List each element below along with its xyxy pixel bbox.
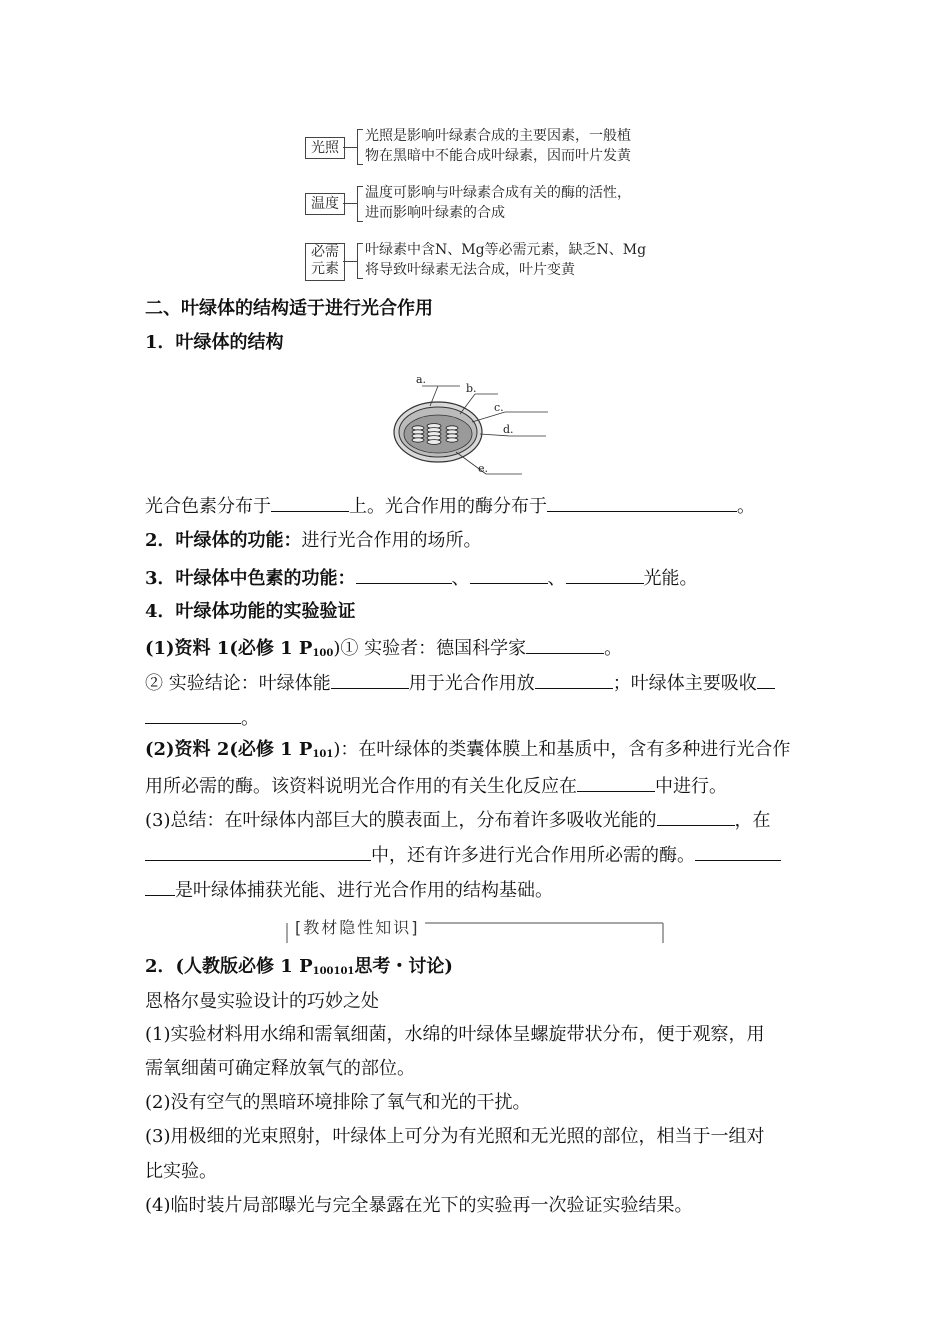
factor-light-text1: 光照是影响叶绿素合成的主要因素，一般植 [365, 128, 631, 144]
summary-text-d: 是叶绿体捕获光能、进行光合作用的结构基础。 [175, 880, 553, 901]
conclusion-line-2 [145, 705, 259, 731]
factor-light-text2: 物在黑暗中不能合成叶绿素，因而叶片发黄 [365, 148, 631, 164]
point4: (4)临时装片局部曝光与完全暴露在光下的实验再一次验证实验结果。 [145, 1195, 693, 1216]
summary-line-3 [145, 877, 553, 903]
factor-element-text1: 叶绿素中含N、Mg等必需元素，缺乏N、Mg [365, 242, 647, 258]
conclusion-line [145, 670, 775, 696]
q2-text-a: 2．(人教版必修 1 P [145, 956, 313, 977]
blank-reaction-site[interactable] [577, 773, 655, 792]
blank-pigment-location[interactable] [271, 493, 349, 512]
blank-conclusion-1[interactable] [331, 670, 409, 689]
chloroplast-figure [390, 370, 560, 482]
point1-line1: (1)实验材料用水绵和需氧细菌，水绵的叶绿体呈螺旋带状分布，便于观察，用 [145, 1024, 765, 1045]
factor-element-label1: 必需 [311, 244, 339, 260]
q2-text-b: 思考・讨论) [354, 956, 453, 977]
figure-label-e: e. [478, 462, 489, 475]
material1-text-b: )① 实验者：德国科学家 [333, 638, 527, 659]
hidden-knowledge-banner [285, 913, 665, 943]
blank-pigment-function-1[interactable] [356, 565, 452, 584]
conclusion-text-b: 用于光合作用放 [408, 673, 535, 694]
item3-sep1: 、 [451, 568, 470, 589]
blank-summary-3b[interactable] [145, 877, 175, 896]
blank-summary-3a[interactable] [695, 842, 781, 861]
conclusion-text-c: ；叶绿体主要吸收 [612, 673, 757, 694]
material2-text-a: (2)资料 2(必修 1 P [145, 739, 313, 760]
figure-label-a: a. [416, 373, 427, 386]
factor-light-label: 光照 [311, 140, 339, 156]
material2-text-c: 用所必需的酶。该资料说明光合作用的有关生化反应在 [145, 776, 577, 797]
q2-page: 100101 [312, 966, 355, 977]
blank-summary-1[interactable] [657, 807, 735, 826]
factor-temp-label: 温度 [311, 196, 339, 212]
summary-text-b: ，在 [734, 810, 771, 831]
conclusion-text-a: ② 实验结论：叶绿体能 [145, 673, 331, 694]
item4-title: 4．叶绿体功能的实验验证 [145, 601, 356, 622]
blank-summary-2[interactable] [145, 842, 371, 861]
item1-title: 1．叶绿体的结构 [145, 332, 284, 353]
factor-element-label2: 元素 [311, 261, 339, 277]
pigment-text-a: 光合色素分布于 [145, 496, 271, 517]
summary-line-2 [145, 842, 781, 868]
factor-light-box [305, 137, 345, 159]
item3-end: 光能。 [643, 568, 698, 589]
point3-line1: (3)用极细的光束照射，叶绿体上可分为有光照和无光照的部位，相当于一组对 [145, 1126, 765, 1147]
blank-pigment-function-2[interactable] [470, 565, 548, 584]
material2-text-b: )：在叶绿体的类囊体膜上和基质中，含有多种进行光合作 [333, 739, 791, 760]
blank-enzyme-location[interactable] [547, 493, 737, 512]
material2-page: 101 [312, 749, 334, 760]
figure-label-b: b. [466, 382, 477, 395]
blank-conclusion-3b[interactable] [145, 705, 241, 724]
summary-line-1 [145, 807, 771, 833]
blank-pigment-function-3[interactable] [566, 565, 644, 584]
blank-conclusion-3a[interactable] [757, 670, 775, 689]
item2-title: 2．叶绿体的功能： [145, 530, 302, 551]
blank-conclusion-2[interactable] [535, 670, 613, 689]
item3-sep2: 、 [547, 568, 566, 589]
item2-line [145, 529, 482, 553]
factor-element-text2: 将导致叶绿素无法合成，叶片变黄 [365, 262, 575, 278]
point1-line2: 需氧细菌可确定释放氧气的部位。 [145, 1058, 415, 1079]
blank-scientist[interactable] [526, 635, 604, 654]
point2: (2)没有空气的黑暗环境排除了氧气和光的干扰。 [145, 1092, 531, 1113]
pigment-question [145, 493, 755, 519]
q2-title [145, 955, 453, 984]
material1-line [145, 635, 622, 666]
summary-text-c: 中，还有许多进行光合作用所必需的酶。 [371, 845, 695, 866]
material2-line [145, 738, 790, 767]
point3-line2: 比实验。 [145, 1161, 217, 1182]
item3-title: 3．叶绿体中色素的功能： [145, 568, 356, 589]
figure-label-c: c. [494, 401, 504, 414]
material1-page: 100 [312, 648, 334, 659]
pigment-text-c: 。 [737, 496, 755, 517]
section-title: 二、叶绿体的结构适于进行光合作用 [145, 298, 433, 319]
q2-intro: 恩格尔曼实验设计的巧妙之处 [145, 991, 379, 1012]
summary-text-a: (3)总结：在叶绿体内部巨大的膜表面上，分布着许多吸收光能的 [145, 810, 657, 831]
pigment-text-b: 上。光合作用的酶分布于 [349, 496, 547, 517]
factor-element-box [305, 243, 345, 281]
material1-text-a: (1)资料 1(必修 1 P [145, 638, 313, 659]
factor-temp-text1: 温度可影响与叶绿素合成有关的酶的活性， [365, 185, 631, 201]
material2-text-d: 中进行。 [655, 776, 727, 797]
material2-line-2 [145, 773, 727, 799]
conclusion-text-d: 。 [241, 708, 259, 729]
factor-temp-text2: 进而影响叶绿素的合成 [365, 205, 505, 221]
factor-temp-box [305, 193, 345, 215]
material1-text-c: 。 [604, 638, 623, 659]
item3-line [145, 565, 698, 591]
figure-label-d: d. [503, 423, 514, 436]
banner-title: [教材隐性知识] [295, 918, 420, 937]
item2-text: 进行光合作用的场所。 [301, 530, 482, 551]
